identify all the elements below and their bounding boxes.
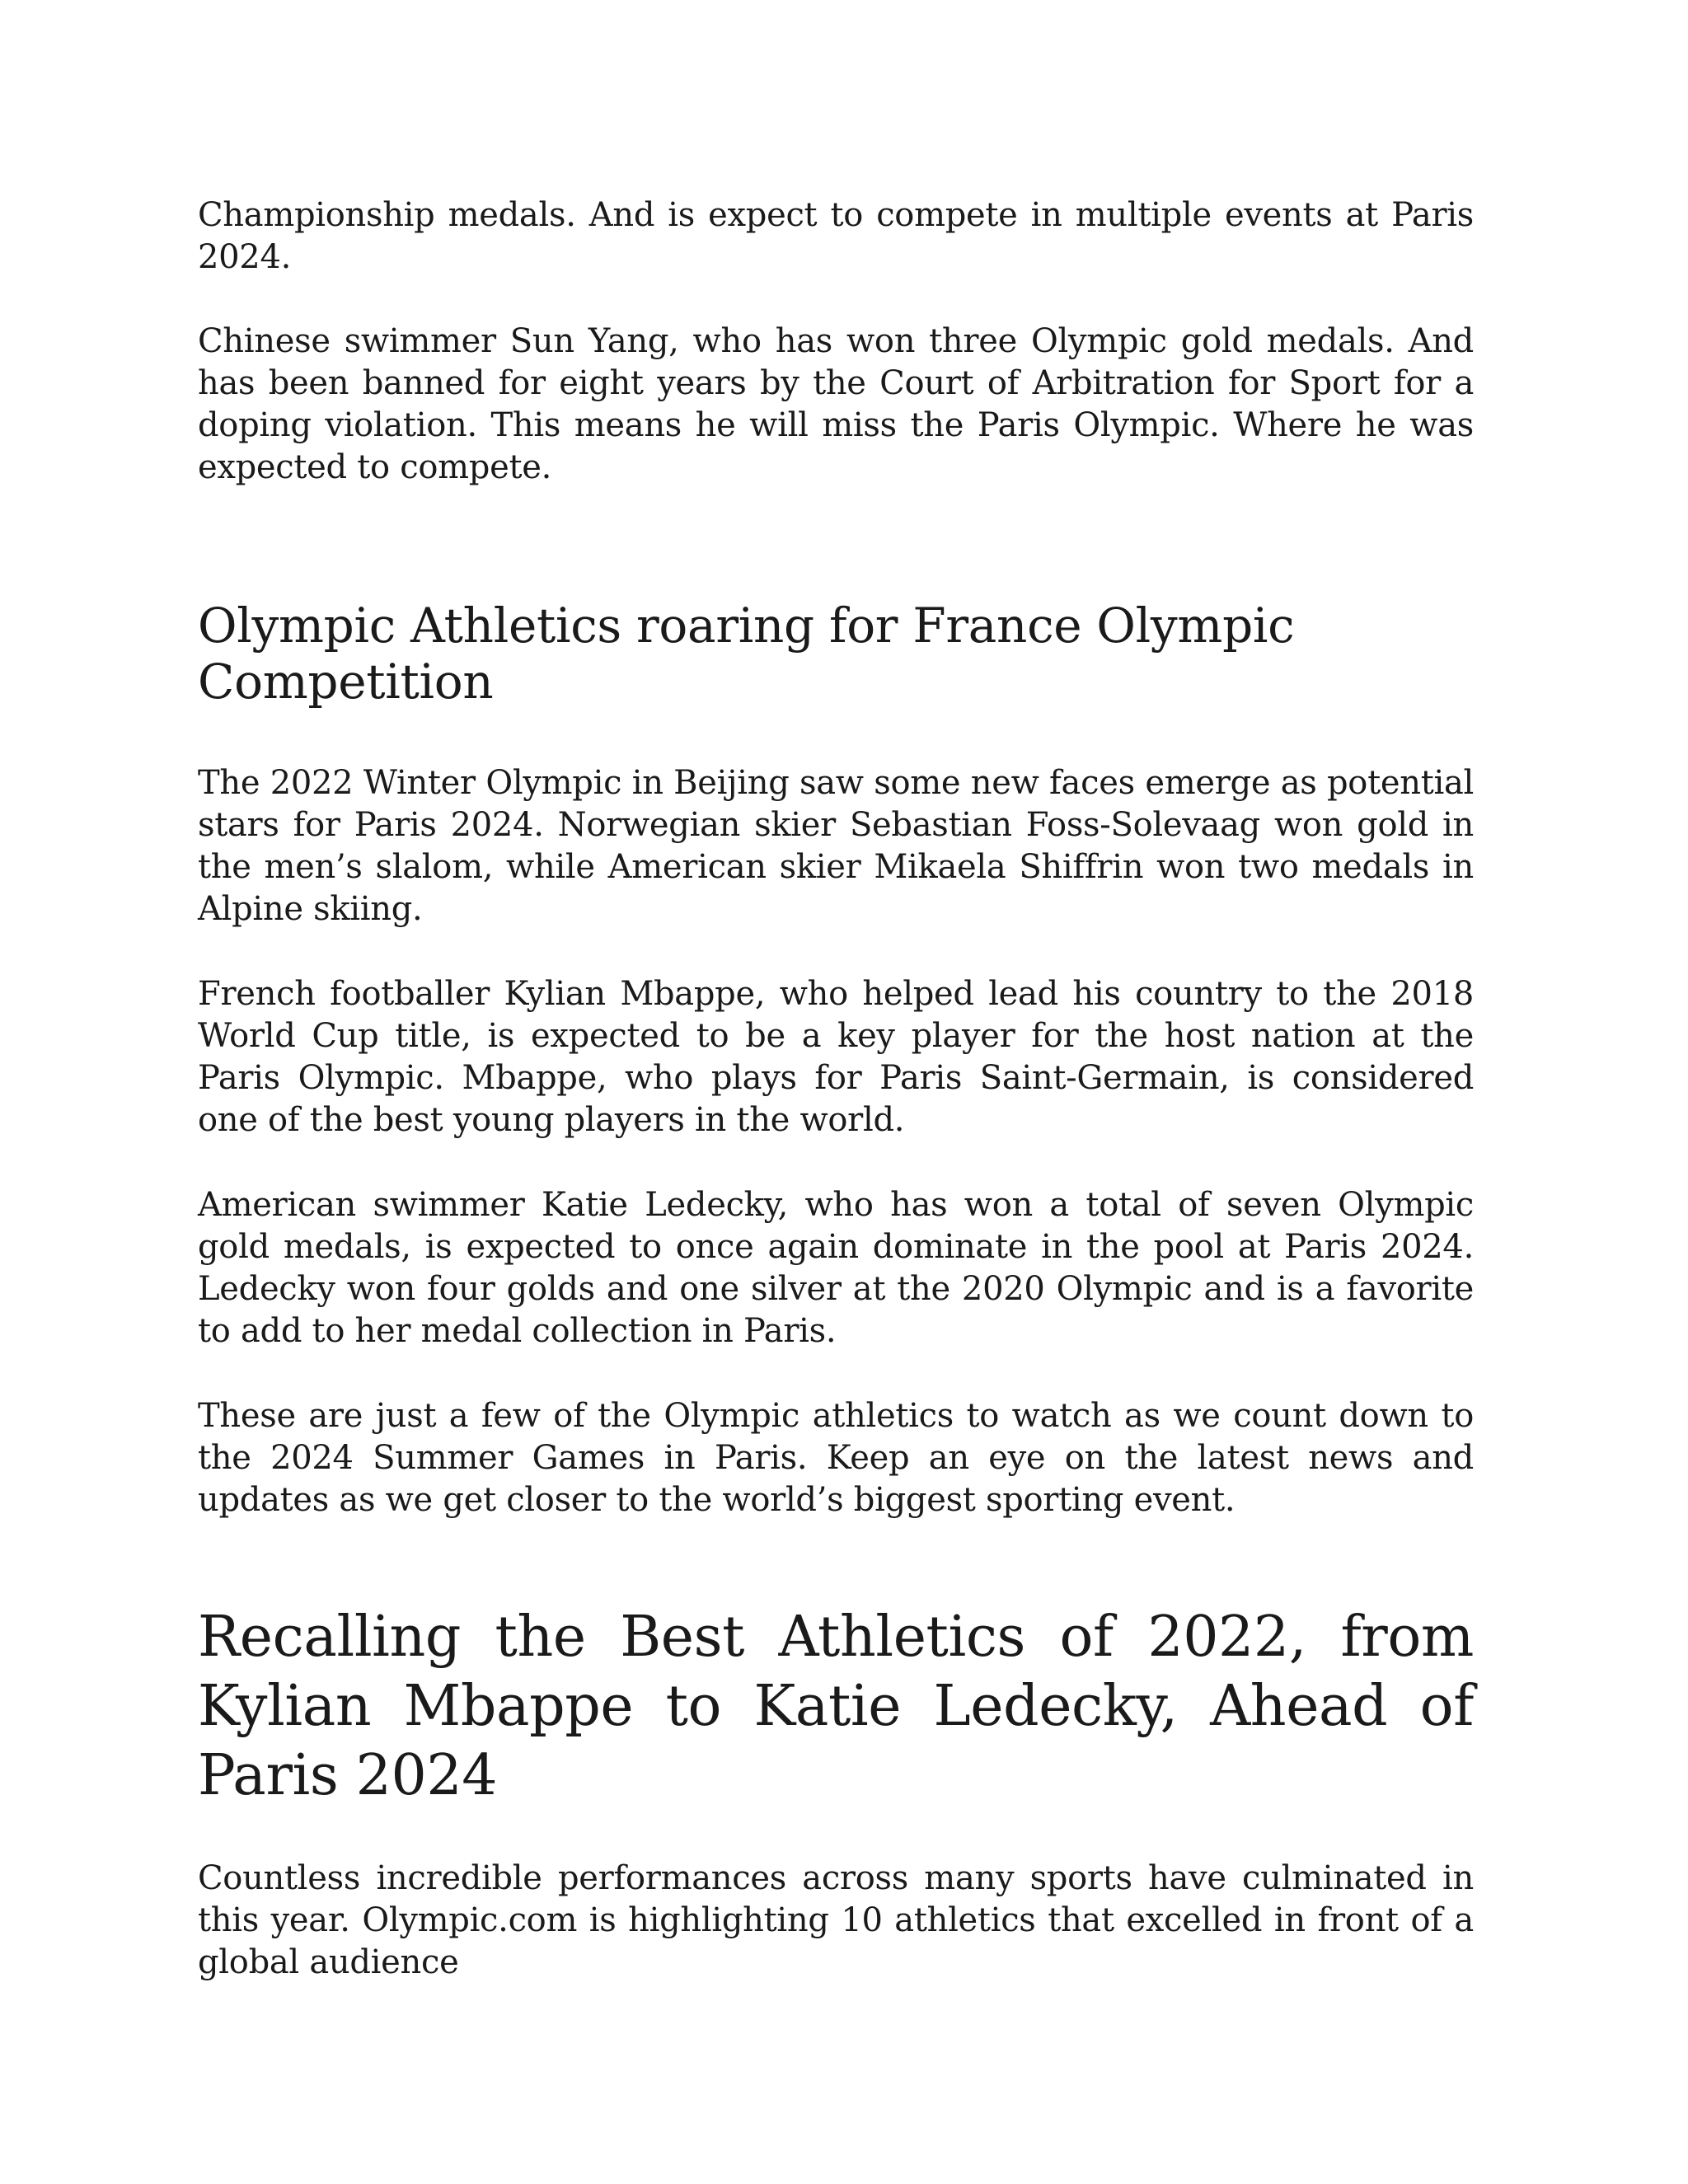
paragraph-countless: Countless incredible performances across many sports have culminated in this year. Olympic.com is highlighting 10 athletics that excelled in front of a global audience	[198, 1859, 1474, 1981]
paragraph-winter-olympic: The 2022 Winter Olympic in Beijing saw some new faces emerge as potential stars for Paris 2024. Norwegian skier Sebastian Foss-Solevaag won gold in the men’s slalom, while American skier Mikaela Shiffrin won two medals in Alpine skiing.	[198, 764, 1474, 928]
document-page	[198, 194, 1474, 1984]
paragraph-ledecky: American swimmer Katie Ledecky, who has won a total of seven Olympic gold medals, is expected to once again dominate in the pool at Paris 2024. Ledecky won four golds and one silver at the 2020 Olympic and is a favorite to add to her medal collection in Paris.	[198, 1186, 1474, 1350]
paragraph-championship: Championship medals. And is expect to compete in multiple events at Paris 2024.	[198, 196, 1474, 276]
main-heading-recalling: Recalling the Best Athletics of 2022, from Kylian Mbappe to Katie Ledecky, Ahead of Paris 2024	[198, 1605, 1474, 1808]
paragraph-summary: These are just a few of the Olympic athletics to watch as we count down to the 2024 Summer Games in Paris. Keep an eye on the latest news and updates as we get closer to the world’s biggest sporting event.	[198, 1397, 1474, 1519]
section-heading-olympic-athletics: Olympic Athletics roaring for France Olympic Competition	[198, 598, 1295, 710]
paragraph-mbappe: French footballer Kylian Mbappe, who helped lead his country to the 2018 World Cup title, is expected to be a key player for the host nation at the Paris Olympic. Mbappe, who plays for Paris Saint-Germain, is considered one of the best young players in the world.	[198, 975, 1474, 1139]
paragraph-sun-yang: Chinese swimmer Sun Yang, who has won three Olympic gold medals. And has been banned for eight years by the Court of Arbitration for Sport for a doping violation. This means he will miss the Paris Olympic. Where he was expected to compete.	[198, 322, 1474, 486]
